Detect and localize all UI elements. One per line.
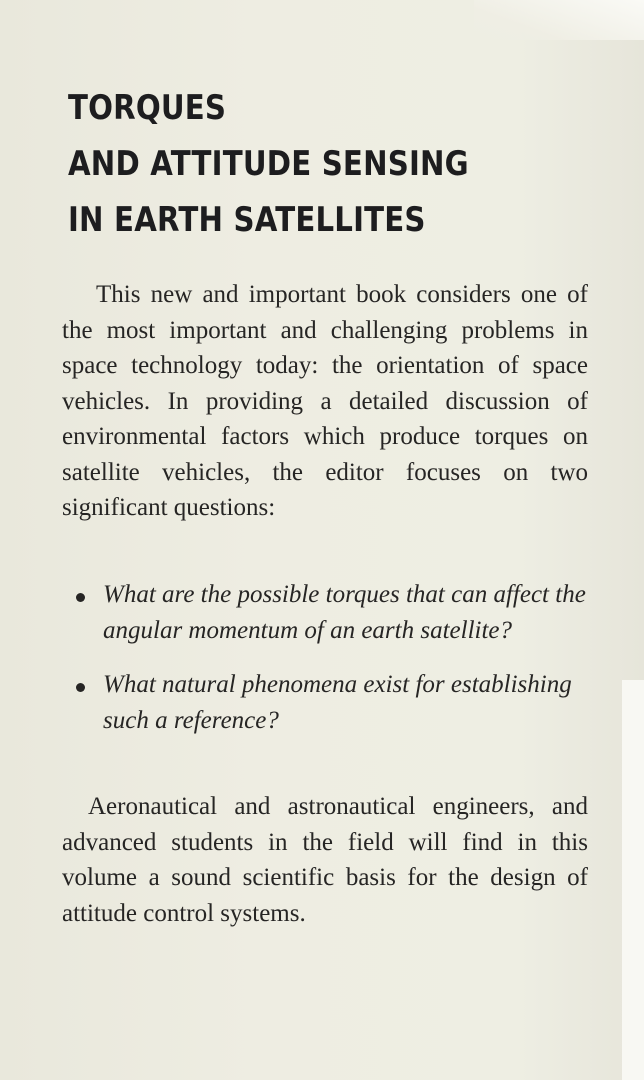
question-item [62,667,588,738]
book-title [68,80,515,248]
intro-paragraph: This new and important book considers one of the most important and challenging problems in space technology today: the orientation of space vehicles. In providing a detailed discussion of environmental factors which produce torques on satellite vehicles, the editor focuses on two significant questions: [62,281,588,521]
question-list [62,577,588,738]
bullet-icon [76,683,85,692]
question-text: What natural phenomena exist for establishing such a reference? [103,671,572,734]
question-text: What are the possible torques that can affect the angular momentum of an earth satellite? [103,581,586,644]
title-line-2: AND ATTITUDE SENSING [68,144,469,184]
closing-paragraph: Aeronautical and astronautical engineers, and advanced students in the field will find in this volume a sound scientific basis for the design of attitude control systems. [62,793,588,927]
scan-edge [622,680,644,1080]
scan-corner [474,0,644,40]
question-item [62,577,588,648]
bullet-icon [76,593,85,602]
title-line-3: IN EARTH SATELLITES [68,200,426,240]
title-line-1: TORQUES [68,88,227,128]
